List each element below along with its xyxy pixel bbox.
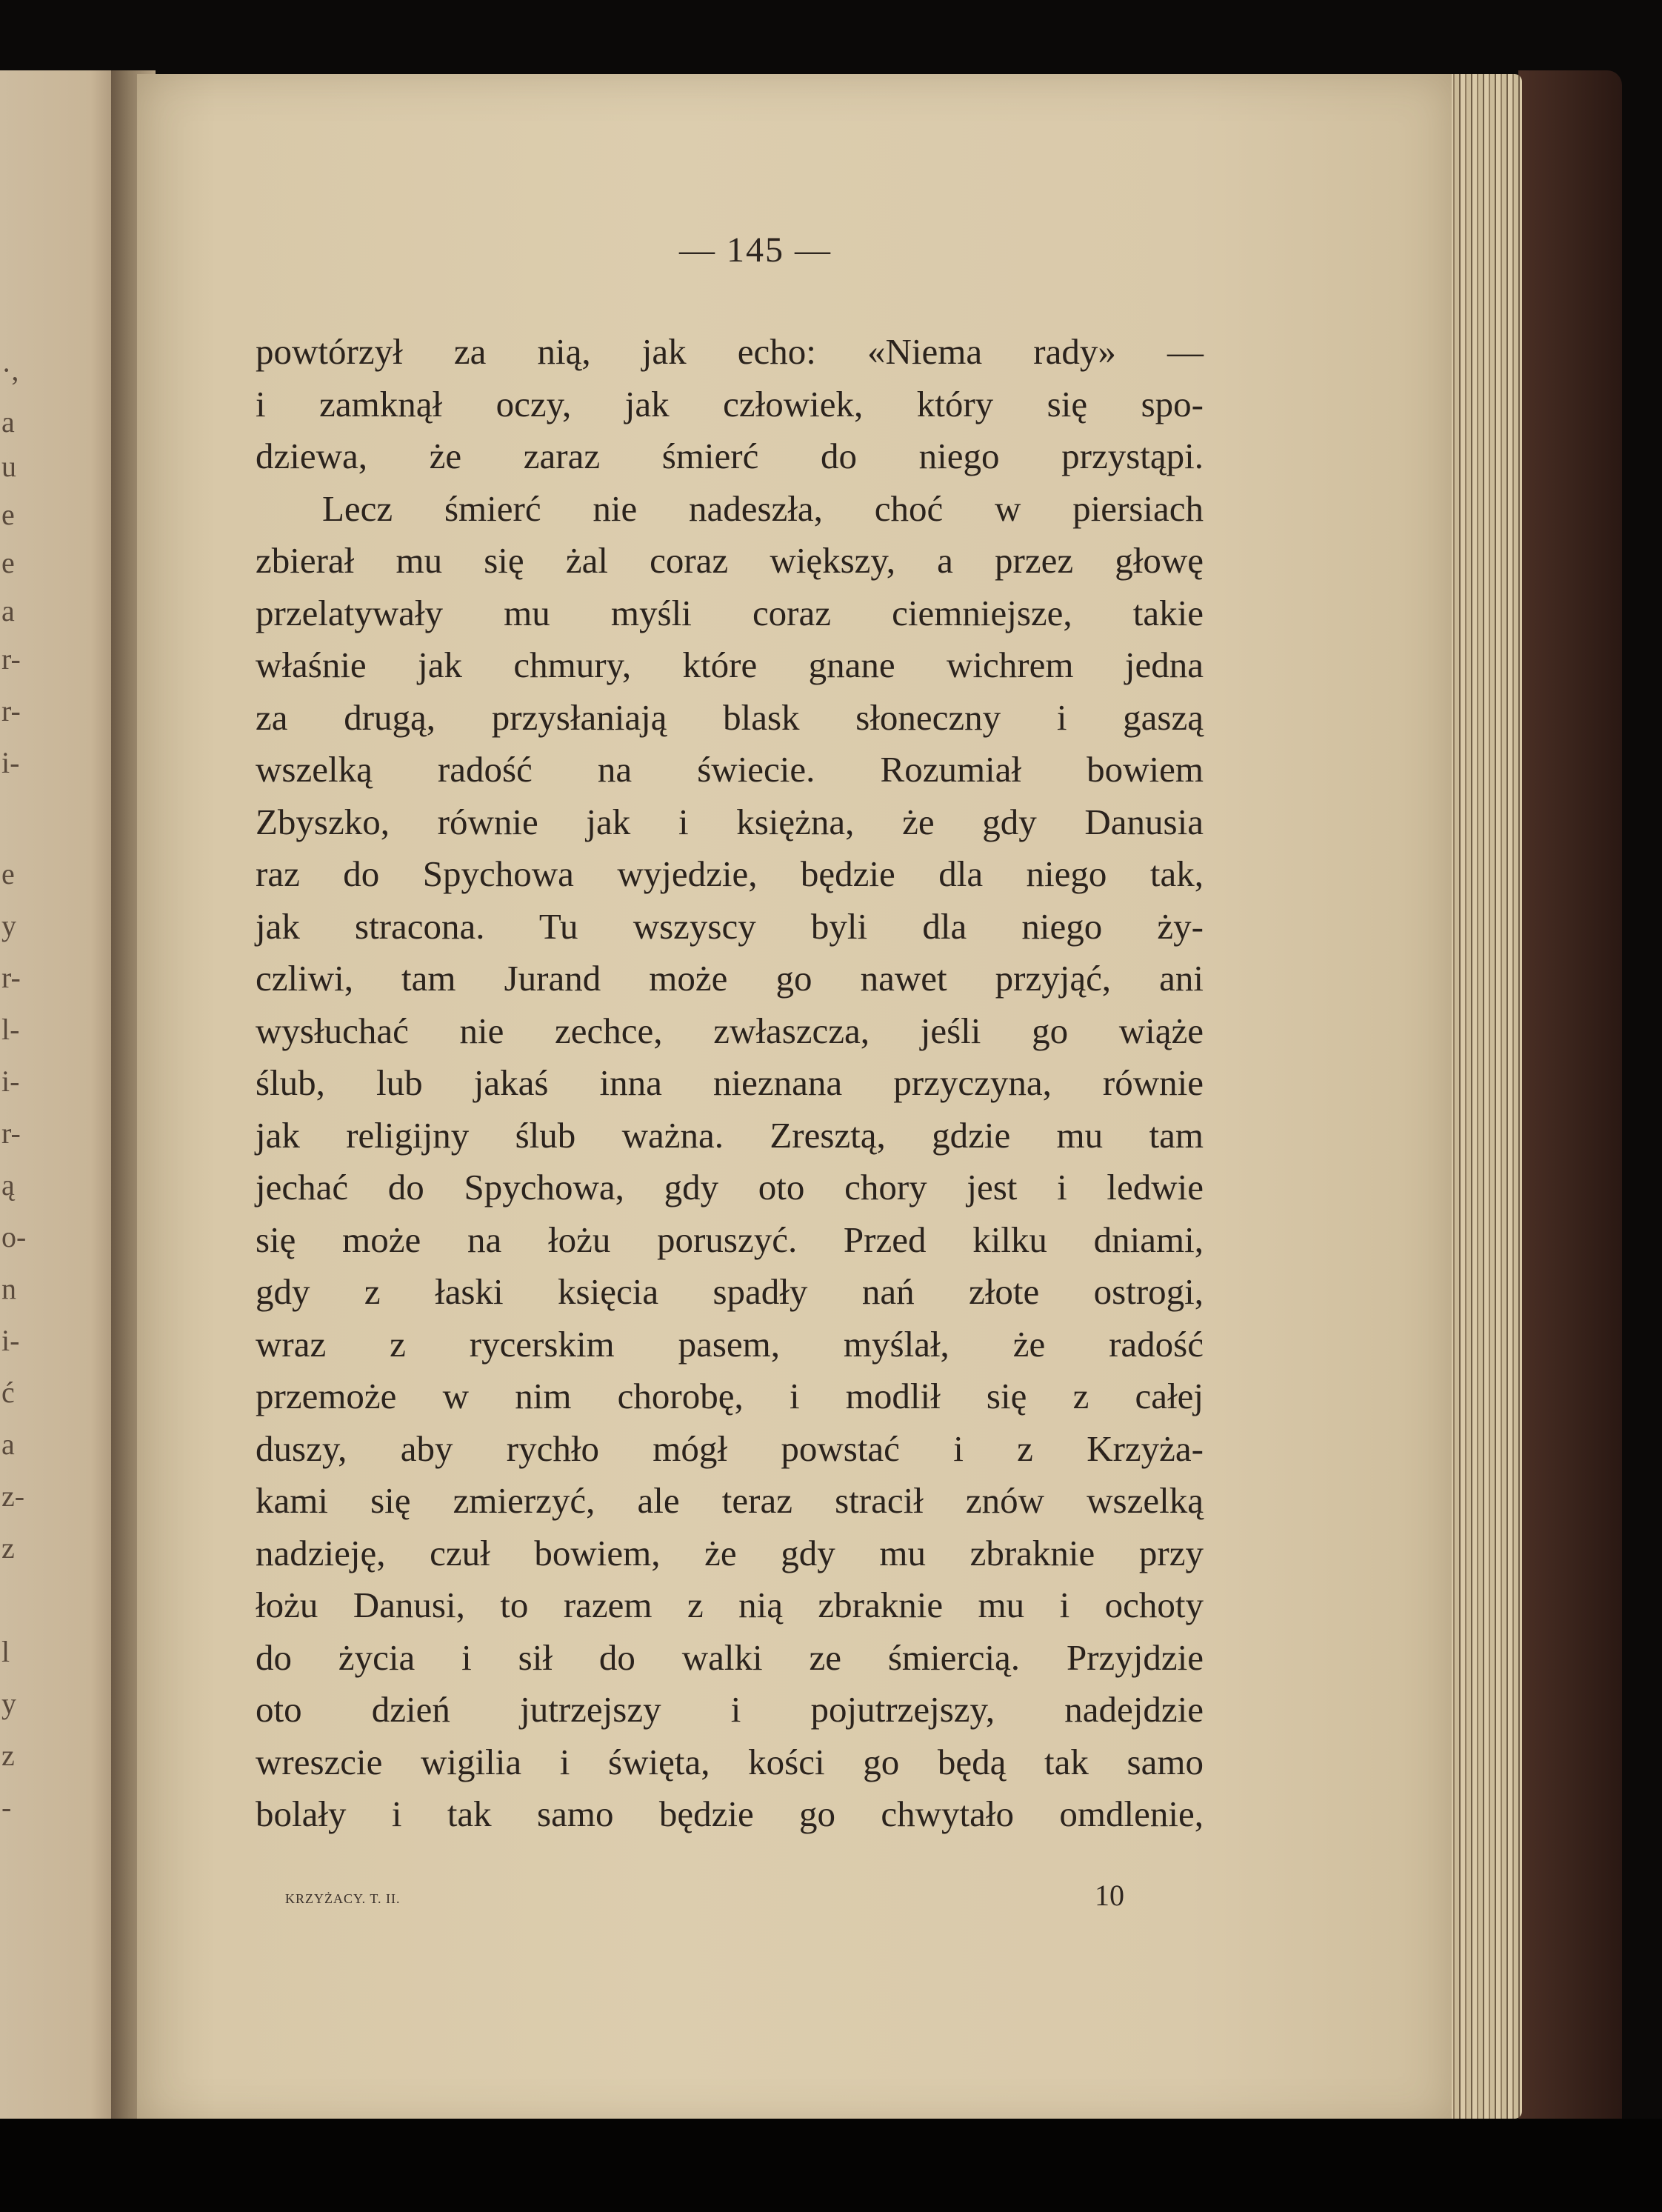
text-line: gdy z łaski księcia spadły nań złote ostrogi,: [256, 1271, 1204, 1312]
left-page-fragment: r-: [1, 642, 21, 676]
left-page-fragment: a: [1, 405, 15, 439]
left-page-fragment: o-: [1, 1220, 27, 1253]
text-line: wreszcie wigilia i święta, kości go będą tak samo: [256, 1741, 1204, 1782]
body-text: [256, 326, 1204, 1841]
left-page-fragment: z: [1, 1531, 15, 1565]
left-page-fragment: ą: [1, 1168, 15, 1202]
text-line: i zamknął oczy, jak człowiek, który się spo-: [256, 383, 1204, 424]
left-page: [0, 70, 130, 2122]
left-page-fragment: -: [1, 1790, 12, 1824]
text-line: do życia i sił do walki ze śmiercią. Przyjdzie: [256, 1636, 1204, 1678]
text-line: właśnie jak chmury, które gnane wichrem jedna: [256, 644, 1204, 685]
text-line: Lecz śmierć nie nadeszła, choć w piersiach: [322, 487, 1204, 529]
text-line: jak religijny ślub ważna. Zresztą, gdzie mu tam: [256, 1114, 1204, 1156]
footer-signature: KRZYŻACY. T. II.: [285, 1891, 401, 1906]
text-line: Zbyszko, równie jak i księżna, że gdy Danusia: [256, 801, 1204, 842]
left-page-fragment: i-: [1, 1324, 20, 1357]
text-line: przemoże w nim chorobę, i modlił się z całej: [256, 1376, 1204, 1416]
text-line: wszelką radość na świecie. Rozumiał bowiem: [256, 749, 1204, 790]
left-page-fragment: u: [1, 450, 16, 483]
left-page-fragment: a: [1, 1428, 15, 1461]
text-line: nadzieję, czuł bowiem, że gdy mu zbraknie przy: [256, 1532, 1204, 1573]
left-page-fragment: y: [1, 1687, 16, 1720]
text-line: wysłuchać nie zechce, zwłaszcza, jeśli go wiąże: [256, 1010, 1204, 1051]
left-page-fragment: i-: [1, 746, 20, 779]
left-page-fragment: ć: [1, 1376, 15, 1409]
page-number: — 145 —: [679, 230, 832, 270]
text-line: wraz z rycerskim pasem, myślał, że radość: [256, 1323, 1204, 1365]
left-page-fragment: r-: [1, 694, 21, 727]
left-page-fragment: ·,: [1, 353, 19, 387]
left-page-fragment: y: [1, 909, 16, 942]
footer-sheet-number: 10: [1095, 1879, 1124, 1912]
text-line: zbierał mu się żal coraz większy, a przez głowę: [256, 540, 1204, 581]
left-page-fragment: e: [1, 546, 15, 579]
text-line: dziewa, że zaraz śmierć do niego przystąpi.: [256, 436, 1204, 476]
left-page-fragment: l: [1, 1635, 10, 1668]
text-line: jak stracona. Tu wszyscy byli dla niego ży-: [256, 905, 1204, 947]
text-line: ślub, lub jakaś inna nieznana przyczyna, równie: [256, 1062, 1204, 1103]
book-cover-edge: [1518, 70, 1622, 2137]
text-line: przelatywały mu myśli coraz ciemniejsze, takie: [256, 592, 1204, 633]
left-page-fragment: i-: [1, 1065, 20, 1098]
left-page-fragment: a: [1, 594, 15, 627]
left-page-fragment: e: [1, 498, 15, 531]
text-line: bolały i tak samo będzie go chwytało omdlenie,: [256, 1793, 1204, 1834]
left-page-fragment: n: [1, 1272, 16, 1305]
text-line: powtórzył za nią, jak echo: «Niema rady» —: [256, 331, 1204, 372]
text-line: za drugą, przysłaniają blask słoneczny i gaszą: [256, 696, 1204, 738]
left-page-fragment: l-: [1, 1013, 20, 1046]
left-page-fragment: z-: [1, 1479, 25, 1513]
text-line: jechać do Spychowa, gdy oto chory jest i ledwie: [256, 1167, 1204, 1207]
text-line: łożu Danusi, to razem z nią zbraknie mu i ochoty: [256, 1585, 1204, 1625]
text-line: raz do Spychowa wyjedzie, będzie dla niego tak,: [256, 853, 1204, 894]
left-page-fragment: r-: [1, 1116, 21, 1150]
left-page-fragment: e: [1, 857, 15, 890]
background-bottom: [0, 2119, 1662, 2212]
left-page-fragment: r-: [1, 961, 21, 994]
text-line: oto dzień jutrzejszy i pojutrzejszy, nadejdzie: [256, 1689, 1204, 1730]
text-line: się może na łożu poruszyć. Przed kilku dniami,: [256, 1219, 1204, 1260]
text-line: kami się zmierzyć, ale teraz stracił znów wszelką: [256, 1480, 1204, 1521]
left-page-fragment: z: [1, 1739, 15, 1772]
text-line: duszy, aby rychło mógł powstać i z Krzyża-: [256, 1428, 1204, 1469]
text-line: czliwi, tam Jurand może go nawet przyjąć, ani: [256, 958, 1204, 999]
